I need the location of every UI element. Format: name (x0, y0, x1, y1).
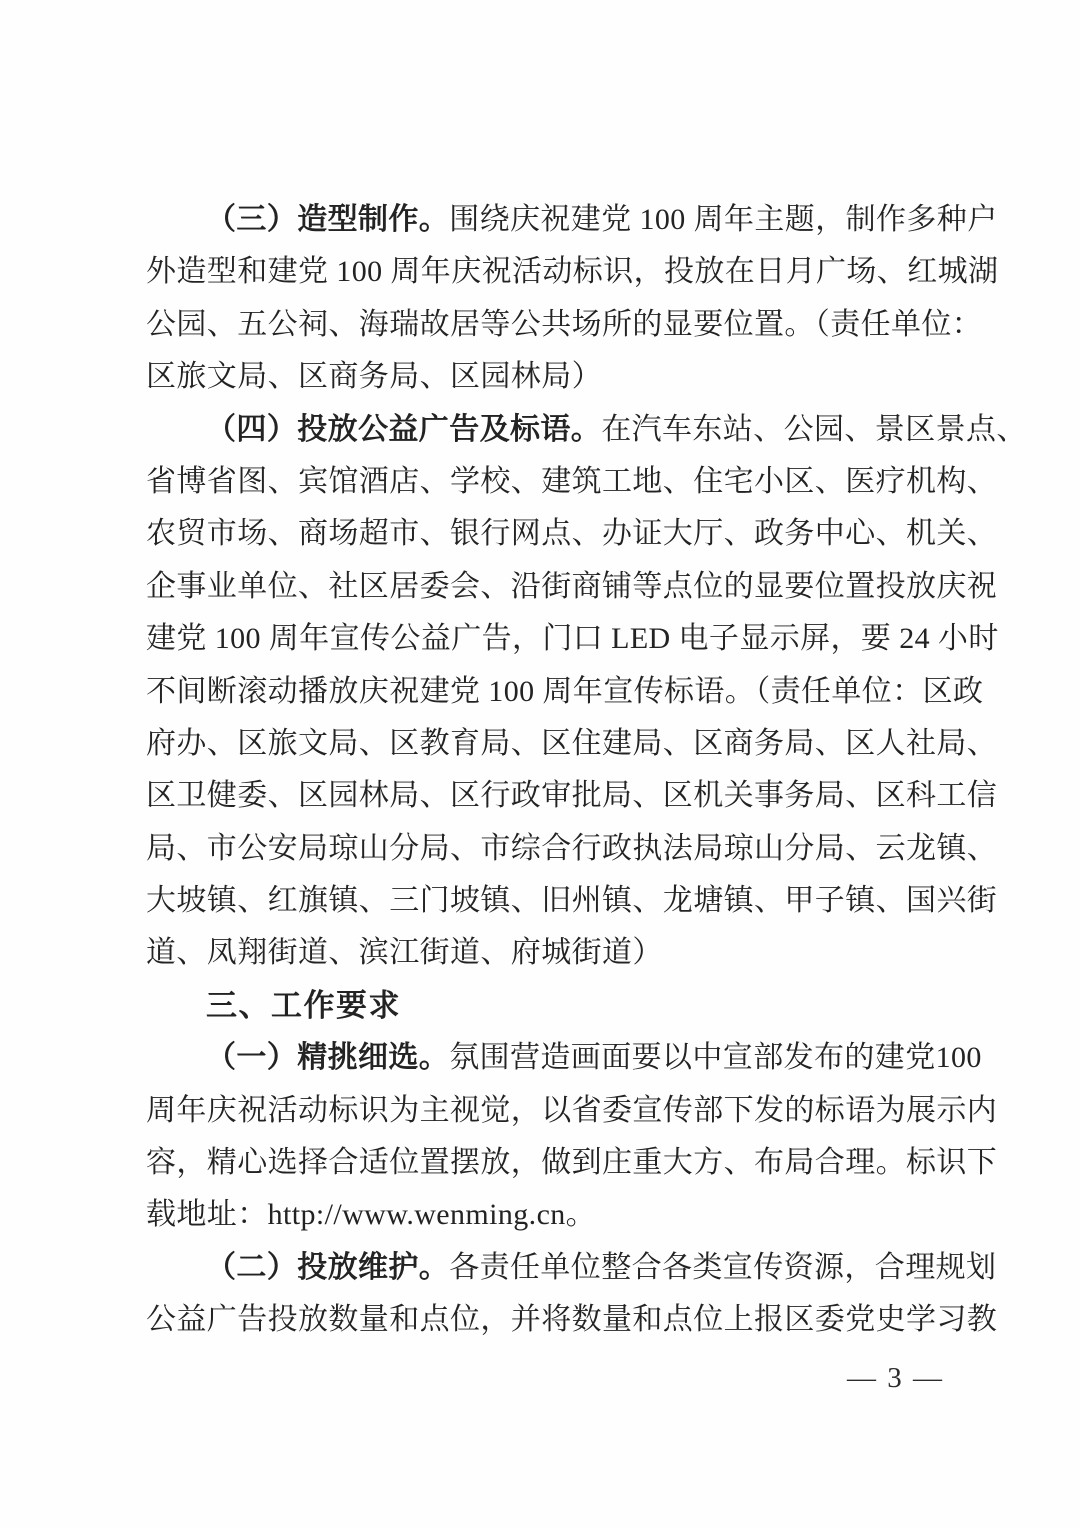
text-line (146, 194, 998, 246)
text-segment: 公园、五公祠、海瑞故居等公共场所的显要位置。（责任单位： (146, 307, 983, 341)
text-segment: 各责任单位整合各类宣传资源，合理规划 (449, 1250, 997, 1284)
text-segment: 局、市公安局琼山分局、市综合行政执法局琼山分局、云龙镇、 (146, 831, 998, 865)
text-line (146, 875, 998, 927)
text-line (146, 613, 999, 665)
text-segment: 氛围营造画面要以中宣部发布的建党100 (449, 1041, 982, 1075)
text-line (146, 351, 942, 403)
text-line (146, 666, 984, 718)
text-line (146, 823, 998, 875)
text-segment: 容，精心选择合适位置摆放，做到庄重大方、布局合理。标识下 (146, 1146, 998, 1180)
text-segment: 大坡镇、红旗镇、三门坡镇、旧州镇、龙塘镇、甲子镇、国兴街 (146, 884, 998, 918)
text-line (146, 1242, 997, 1294)
text-segment: 区卫健委、区园林局、区行政审批局、区机关事务局、区科工信 (146, 779, 998, 813)
text-segment: 围绕庆祝建党 100 周年主题，制作多种户 (449, 203, 998, 236)
document-body (146, 194, 1027, 1347)
text-segment: 不间断滚动播放庆祝建党 100 周年宣传标语。（责任单位：区政 (146, 674, 984, 708)
text-line (146, 1085, 998, 1137)
text-line (146, 927, 942, 979)
text-line (146, 404, 1027, 456)
text-line (146, 508, 998, 560)
text-segment: 省博省图、宾馆酒店、学校、建筑工地、住宅小区、医疗机构、 (146, 464, 998, 498)
page-number: — 3 — (847, 1362, 944, 1394)
text-segment: 府办、区旅文局、区教育局、区住建局、区商务局、区人社局、 (146, 726, 998, 760)
section-heading (146, 980, 942, 1032)
text-line (146, 1032, 982, 1084)
text-line (146, 1189, 942, 1241)
text-line (146, 718, 998, 770)
text-segment: 公益广告投放数量和点位，并将数量和点位上报区委党史学习教 (146, 1303, 998, 1337)
text-line (146, 299, 983, 351)
text-segment: 建党 100 周年宣传公益广告，门口 LED 电子显示屏，要 24 小时 (146, 622, 999, 656)
text-segment: 周年庆祝活动标识为主视觉，以省委宣传部下发的标语为展示内 (146, 1093, 998, 1127)
text-line (146, 246, 999, 298)
text-line (146, 1137, 998, 1189)
paragraph-lead-label: （一）精挑细选。 (206, 1041, 450, 1075)
paragraph-lead-label: 三、工作要求 (206, 987, 401, 1023)
text-segment: 在汽车东站、公园、景区景点、 (601, 412, 1027, 446)
text-line (146, 456, 998, 508)
text-segment: 道、凤翔街道、滨江街道、府城街道） (146, 936, 663, 970)
text-line (146, 1294, 998, 1346)
text-segment: 农贸市场、商场超市、银行网点、办证大厅、政务中心、机关、 (146, 517, 998, 551)
paragraph-lead-label: （二）投放维护。 (206, 1250, 450, 1284)
text-line (146, 770, 998, 822)
text-segment: 企事业单位、社区居委会、沿街商铺等点位的显要位置投放庆祝 (146, 569, 998, 603)
text-line (146, 561, 998, 613)
paragraph-lead-label: （三）造型制作。 (206, 203, 450, 236)
paragraph-lead-label: （四）投放公益广告及标语。 (206, 412, 602, 446)
text-segment: 载地址：http://www.wenming.cn。 (146, 1198, 597, 1232)
text-segment: 区旅文局、区商务局、区园林局） (146, 360, 602, 394)
text-segment: 外造型和建党 100 周年庆祝活动标识，投放在日月广场、红城湖 (146, 255, 999, 289)
